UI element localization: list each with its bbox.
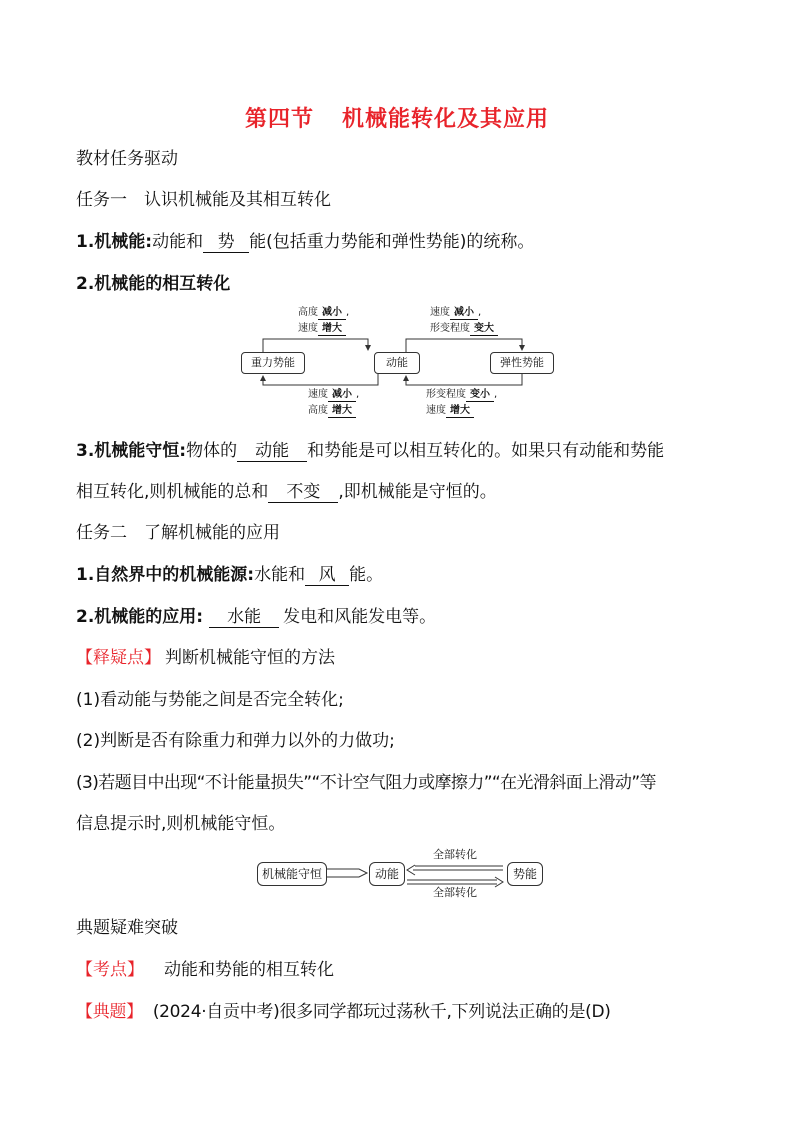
explain-point-2: (2)判断是否有除重力和弹力以外的力做功; [76,731,395,751]
item-label: 3.机械能守恒: [76,441,187,461]
energy-conversion-diagram [238,303,558,423]
page-title [0,102,794,133]
label-top-left-2: 速度 增大 [298,323,346,336]
label-top-left-1: 高度 减小 , [298,307,350,318]
item-application [76,606,436,628]
box-elastic-potential-energy: 弹性势能 [490,352,554,374]
item-label: 1.自然界中的机械能源: [76,565,255,585]
kaodian-text: 动能和势能的相互转化 [164,960,334,980]
item-text: 能(包括重力势能和弹性势能)的统称。 [249,232,535,252]
fill-blank-answer: 势 [203,232,249,253]
box-potential-energy: 势能 [507,862,543,886]
label-full-conversion-top: 全部转化 [433,848,477,861]
task1-heading: 任务一 认识机械能及其相互转化 [76,190,331,210]
label-bottom-left-1: 速度 减小 , [308,389,360,400]
item-natural-energy-source [76,564,383,586]
item-mechanical-energy [76,231,534,253]
item-text: 动能和 [152,232,204,252]
item-text: 能。 [349,565,384,585]
label-bottom-left-2: 高度 增大 [308,405,356,418]
explain-heading [76,647,335,669]
title-topic: 机械能转化及其应用 [342,107,550,132]
item-text: 物体的 [186,441,238,461]
item-label: 2.机械能的相互转化 [76,274,231,294]
box-kinetic-energy: 动能 [374,352,420,374]
fill-blank-answer: 不变 [268,482,338,503]
label-bottom-right-1: 形变程度 变小 , [426,389,498,400]
item-text: 水能和 [254,565,306,585]
conservation-diagram [255,848,545,898]
explain-point-3-line2: 信息提示时,则机械能守恒。 [76,814,286,834]
item-label: 2.机械能的应用: [76,607,204,627]
item-text: 相互转化,则机械能的总和 [76,482,269,502]
section-heading-textbook: 教材任务驱动 [76,149,178,169]
explain-point-3-line1: (3)若题目中出现“不计能量损失”“不计空气阻力或摩擦力”“在光滑斜面上滑动”等 [76,773,656,793]
item-mutual-conversion [76,273,230,295]
diantin-text: (2024·自贡中考)很多同学都玩过荡秋千,下列说法正确的是(D) [152,1002,611,1022]
label-top-right-1: 速度 减小 , [430,307,482,318]
explain-tag: 【释疑点】 [76,648,161,668]
box-mechanical-energy-conservation: 机械能守恒 [257,862,327,886]
kaodian-tag: 【考点】 [76,960,144,980]
label-top-right-2: 形变程度 变大 [430,323,498,336]
item-text: ,即机械能是守恒的。 [338,482,497,502]
item-text: 和势能是可以相互转化的。如果只有动能和势能 [307,441,665,461]
diantin-tag: 【典题】 [76,1002,143,1022]
box-gravitational-potential-energy: 重力势能 [241,352,305,374]
item-text: 发电和风能发电等。 [283,607,437,627]
item-conservation-line2 [76,481,497,503]
item-label: 1.机械能: [76,232,153,252]
title-section-number: 第四节 [244,107,314,132]
fill-blank-answer: 风 [305,565,349,586]
label-bottom-right-2: 速度 增大 [426,405,474,418]
diantin-line [76,1001,611,1023]
task2-heading: 任务二 了解机械能的应用 [76,523,280,543]
fill-blank-answer: 水能 [209,607,279,628]
section-heading-breakthrough: 典题疑难突破 [76,918,178,938]
box-kinetic-energy: 动能 [369,862,405,886]
fill-blank-answer: 动能 [237,441,307,462]
label-full-conversion-bottom: 全部转化 [433,886,477,899]
item-conservation-line1 [76,440,664,462]
explain-title: 判断机械能守恒的方法 [165,648,335,668]
explain-point-1: (1)看动能与势能之间是否完全转化; [76,690,344,710]
kaodian-line [76,959,334,981]
